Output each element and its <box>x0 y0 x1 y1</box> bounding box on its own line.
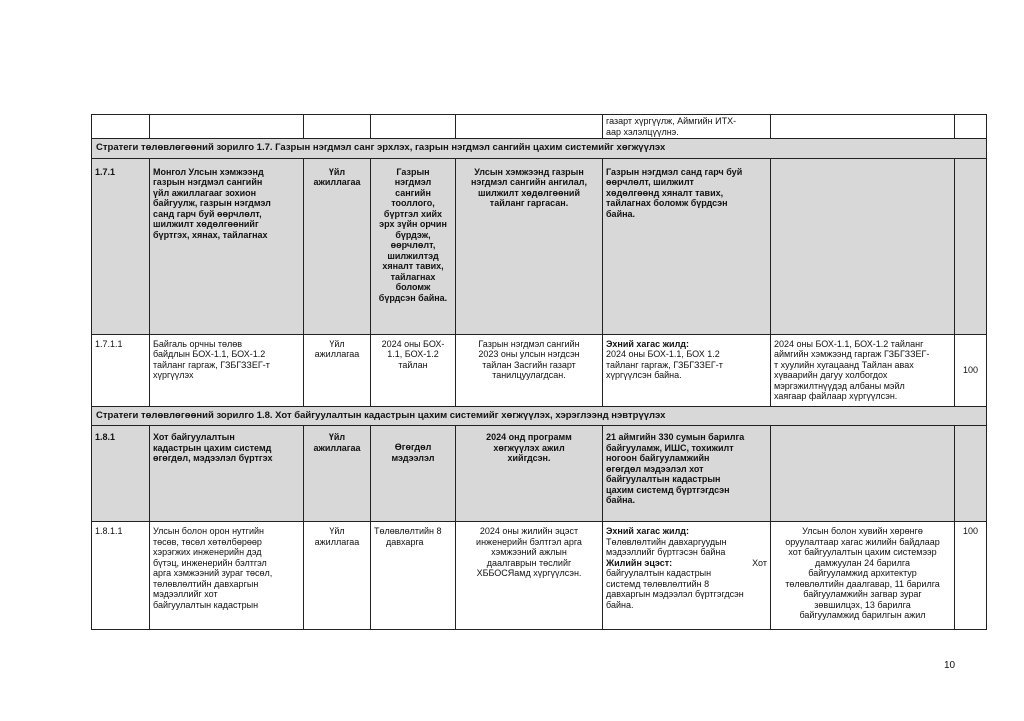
baseline-cell: 2024 онд программ хөгжүүлэх ажил хийгдсэн. <box>456 426 603 522</box>
description-cell: Хот байгуулалтын кадастрын цахим системд өгөгдөл, мэдээлэл бүртгэх <box>150 426 304 522</box>
code-cell: 1.8.1 <box>92 426 150 522</box>
baseline-cell: Улсын хэмжээнд газрын нэгдмэл сангийн ангилал, шилжилт хөдөлгөөний тайланг гаргасан. <box>456 158 603 334</box>
progress-cell: Улсын болон хувийн хөрөнгө оруулалтаар хагас жилийн байдлаар хот байгуулалтын цахим системээр дамжуулан 24 барилга байгууламжид архитектур төлөвлөлтийн даалгавар, 11 барилга байгууламжийн загвар зураг зөвшилцэх, 13 барилга байгууламжид барилгын ажил <box>771 522 955 630</box>
indicator-cell: 2024 оны БОХ- 1.1, БОХ-1.2 тайлан <box>371 334 456 406</box>
score-cell: 100 <box>955 522 987 630</box>
baseline-cell: 2024 оны жилийн эцэст инженерийн бэлтгэл арга хэмжээний ажлын даалгаврын төслийг ХББОСЯамд хүргүүлсэн. <box>456 522 603 630</box>
indicator-cell: Газрын нэгдмэл сангийн тооллого, бүртгэл хийх эрх зүйн орчин бүрдэж, өөрчлөлт, шилжилтэд хяналт тавих, тайлагнах боломж бүрдсэн байна. <box>371 158 456 334</box>
target-cell: Газрын нэгдмэл санд гарч буй өөрчлөлт, шилжилт хөдөлгөөнд хяналт тавих, тайлагнах боломж бүрдсэн байна. <box>603 158 771 334</box>
table-row <box>92 158 987 334</box>
type-cell: Үйл ажиллагаа <box>304 334 371 406</box>
target-cell: Эхний хагас жилд: 2024 оны БОХ-1.1, БОХ 1.2 тайланг гаргаж, ГЗБГЗЗЕГ-т хүргүүлсэн байна. <box>603 334 771 406</box>
page-number: 10 <box>944 660 956 671</box>
table-row <box>92 426 987 522</box>
table-row <box>92 522 987 630</box>
type-cell: Үйл ажиллагаа <box>304 522 371 630</box>
table-row <box>92 115 987 139</box>
section-1-8-title: Стратеги төлөвлөгөөний зорилго 1.8. Хот байгуулалтын кадастрын цахим системийг хөгжүүлэх, хэрэглээнд нэвтрүүлэх <box>92 406 987 426</box>
target-cell: 21 аймгийн 330 сумын барилга байгууламж, ИШС, тохижилт ногоон байгууламжийн өгөгдөл мэдээлэл хот байгуулалтын кадастрын цахим системд бүртгэгдсэн байна. <box>603 426 771 522</box>
progress-cell: 2024 оны БОХ-1.1, БОХ-1.2 тайланг аймгийн хэмжээнд гаргаж ГЗБГЗЗЕГ- т хуулийн хугацаанд Тайлан авах хүваарийн дагуу холбогдох мэргэжилтнүүдэд албаны мэйл хаягаар файлаар хүргүүлсэн. <box>771 334 955 406</box>
description-cell: Монгол Улсын хэмжээнд газрын нэгдмэл сангийн үйл ажиллагааг зохион байгуулж, газрын нэгдмэл санд гарч буй өөрчлөлт, шилжилт хөдөлгөөнийг бүртгэх, хянах, тайлагнах <box>150 158 304 334</box>
indicator-cell: Төлөвлөлтийн 8 давхарга <box>371 522 456 630</box>
section-1-7-title: Стратеги төлөвлөгөөний зорилго 1.7. Газрын нэгдмэл санг эрхлэх, газрын нэгдмэл сангийн цахим системийг хөгжүүлэх <box>92 139 987 159</box>
type-cell: Үйл ажиллагаа <box>304 158 371 334</box>
code-cell: 1.8.1.1 <box>92 522 150 630</box>
code-cell: 1.7.1 <box>92 158 150 334</box>
description-cell: Байгаль орчны төлөв байдлын БОХ-1.1, БОХ-1.2 тайланг гаргаж, ГЗБГЗЗЕГ-т хүргүүлэх <box>150 334 304 406</box>
indicator-cell: Өгөгдөл мэдээлэл <box>371 426 456 522</box>
type-cell: Үйл ажиллагаа <box>304 426 371 522</box>
baseline-cell: Газрын нэгдмэл сангийн 2023 оны улсын нэгдсэн тайлан Засгийн газарт танилцуулагдсан. <box>456 334 603 406</box>
section-header-row <box>92 406 987 426</box>
strategy-table <box>91 114 987 630</box>
code-cell: 1.7.1.1 <box>92 334 150 406</box>
table-row <box>92 334 987 406</box>
target-cell: Эхний хагас жилд: Төлөвлөлтийн давхаргуудын мэдээллийг бүртгэсэн байна Жилийн эцэст: Хот байгуулалтын кадастрын системд төлөвлөлтийн 8 давхаргын мэдээлэл бүртгэгдсэн байна. <box>603 522 771 630</box>
section-header-row <box>92 139 987 159</box>
score-cell: 100 <box>955 334 987 406</box>
top-row-cell: газарт хүргүүлж, Аймгийн ИТХ- аар хэлэлцүүлнэ. <box>603 115 771 139</box>
description-cell: Улсын болон орон нутгийн төсөв, төсөл хөтөлбөрөөр хэрэгжих инженерийн дэд бүтэц, инженерийн бэлтгэл арга хэмжээний зураг төсөл, төлөвлөлтийн давхаргын мэдээллийг хот байгуулалтын кадастрын <box>150 522 304 630</box>
